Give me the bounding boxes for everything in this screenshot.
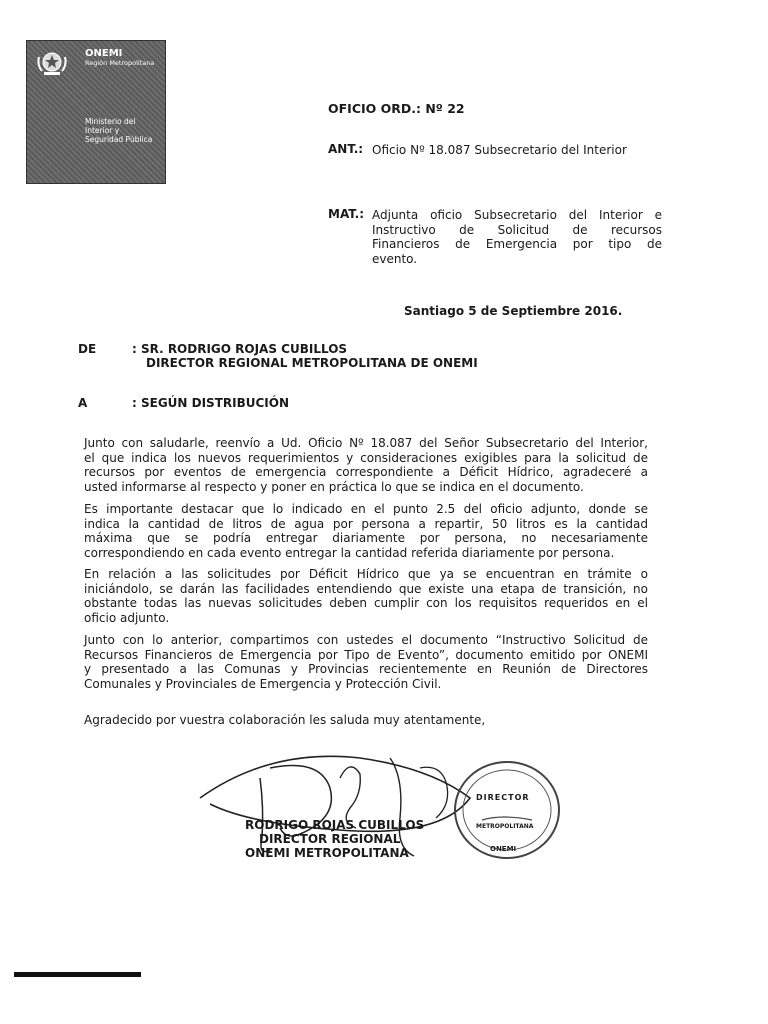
- chilean-crest-icon: [35, 47, 69, 77]
- paragraph-line: Es importante destacar que lo indicado en el punto 2.5 del oficio adjunto, donde se: [84, 502, 648, 516]
- mat-label: MAT.:: [328, 207, 365, 221]
- from-name: : SR. RODRIGO ROJAS CUBILLOS: [132, 342, 348, 356]
- paragraph-3: [84, 567, 648, 625]
- stamp-text-onemi: ONEMI: [490, 845, 517, 853]
- logo-ministry: [85, 117, 163, 144]
- paragraph-line: oficio adjunto.: [84, 610, 170, 625]
- mat-line: Adjunta oficio Subsecretario del Interior e: [372, 208, 662, 222]
- to-value: : SEGÚN DISTRIBUCIÓN: [132, 396, 289, 410]
- paragraph-line: Recursos Financieros de Emergencia por Tipo de Evento”, documento emitido por ONEMI: [84, 647, 648, 662]
- paragraph-line: Junto con saludarle, reenvío a Ud. Oficio Nº 18.087 del Señor Subsecretario del Interior,: [84, 436, 648, 450]
- mat-text: [372, 208, 662, 266]
- from-label: DE: [78, 342, 97, 356]
- ant-label: ANT.:: [328, 142, 364, 156]
- paragraph-line: Junto con lo anterior, compartimos con ustedes el documento “Instructivo Solicitud de: [84, 633, 648, 647]
- paragraph-line: máxima que se podría entregar diariamente por persona, no necesariamente: [84, 531, 648, 546]
- paragraph-line: indica la cantidad de litros de agua por persona a repartir, 50 litros es la cantidad: [84, 516, 648, 531]
- place-date: Santiago 5 de Septiembre 2016.: [404, 304, 623, 318]
- paragraph-line: usted informarse al respecto y poner en práctica lo que se indica en el documento.: [84, 479, 584, 494]
- oficio-number: OFICIO ORD.: Nº 22: [328, 101, 465, 116]
- onemi-logo: [26, 40, 166, 184]
- paragraph-line: obstante todas las nuevas solicitudes deben cumplir con los requisitos requeridos en el: [84, 596, 648, 611]
- paragraph-line: recursos por eventos de emergencia correspondiente a Déficit Hídrico, agradeceré a: [84, 465, 648, 480]
- footer-rule: [14, 972, 141, 977]
- mat-line: evento.: [372, 251, 418, 266]
- paragraph-line: y presentado a las Comunas y Provincias recientemente en Reunión de Directores: [84, 662, 648, 677]
- mat-line: Financieros de Emergencia por tipo de: [372, 237, 662, 251]
- mat-line: Instructivo de Solicitud de recursos: [372, 222, 662, 237]
- logo-org-name: ONEMI: [85, 48, 123, 59]
- paragraph-1: [84, 436, 648, 494]
- logo-ministry-line: Interior y: [85, 126, 120, 135]
- logo-ministry-line: Seguridad Pública: [85, 135, 153, 144]
- signer-title: DIRECTOR REGIONAL: [259, 832, 401, 846]
- logo-ministry-line: Ministerio del: [85, 117, 136, 126]
- paragraph-line: el que indica los nuevos requerimientos y consideraciones exigibles para la solicitud de: [84, 450, 648, 465]
- signer-name: RODRIGO ROJAS CUBILLOS: [245, 818, 425, 832]
- paragraph-line: En relación a las solicitudes por Déficit Hídrico que ya se encuentran en trámite o: [84, 567, 648, 581]
- signer-org: ONEMI METROPOLITANA: [245, 846, 409, 860]
- to-label: A: [78, 396, 88, 410]
- paragraph-4: [84, 633, 648, 691]
- paragraph-line: iniciándolo, se darán las facilidades entendiendo que existe una etapa de transición, no: [84, 581, 648, 596]
- paragraph-line: Comunales y Provinciales de Emergencia y Protección Civil.: [84, 676, 442, 691]
- closing-line: Agradecido por vuestra colaboración les saluda muy atentamente,: [84, 713, 486, 727]
- stamp-text-metropolitana: METROPOLITANA: [476, 823, 534, 830]
- paragraph-2: [84, 502, 648, 560]
- paragraph-line: correspondiendo en cada evento entregar la cantidad referida diariamente por persona.: [84, 545, 615, 560]
- stamp-text-director: DIRECTOR: [476, 793, 530, 802]
- from-title: DIRECTOR REGIONAL METROPOLITANA DE ONEMI: [146, 356, 478, 370]
- logo-region: Región Metropolitana: [85, 59, 155, 67]
- ant-text: Oficio Nº 18.087 Subsecretario del Interior: [372, 143, 627, 157]
